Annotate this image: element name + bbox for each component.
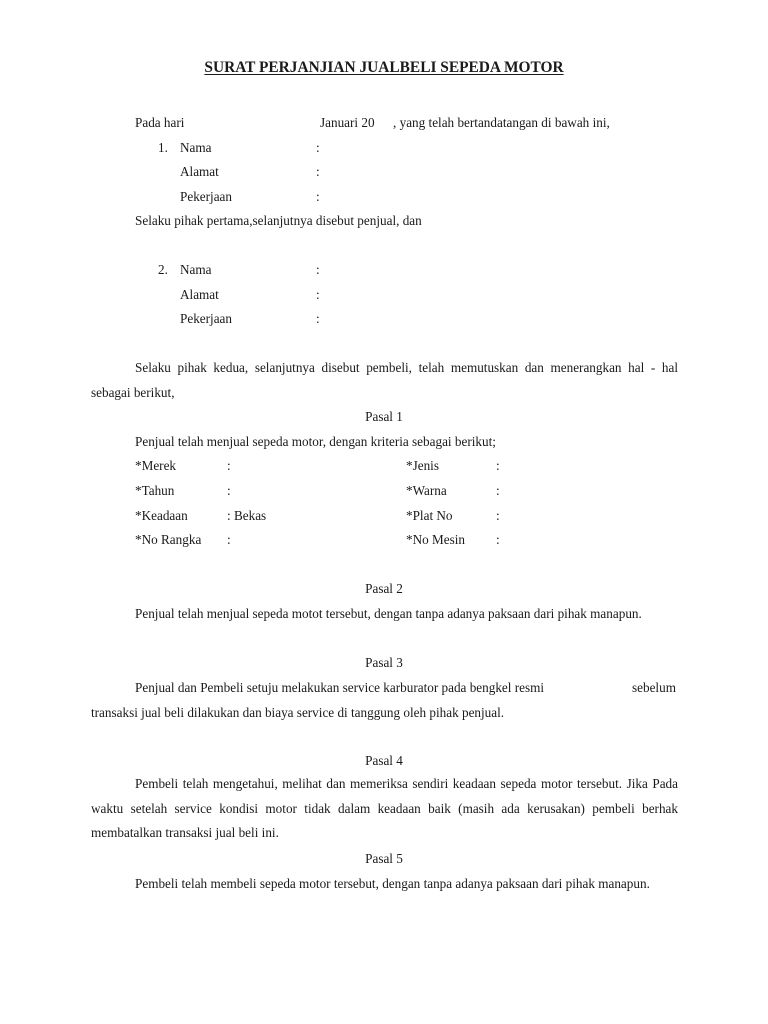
party2-pekerjaan-colon: :	[316, 311, 320, 326]
party2-pekerjaan-label: Pekerjaan	[180, 311, 232, 326]
party2-alamat-colon: :	[316, 287, 320, 302]
criteria-warna-label: *Warna	[406, 483, 447, 498]
pasal1-intro: Penjual telah menjual sepeda motor, dengan kriteria sebagai berikut;	[135, 434, 496, 449]
document-title: SURAT PERJANJIAN JUALBELI SEPEDA MOTOR	[204, 59, 564, 76]
party1-nama-label: Nama	[180, 140, 212, 155]
party1-alamat-label: Alamat	[180, 164, 219, 179]
criteria-rangka-value: :	[227, 532, 231, 547]
party2-alamat-label: Alamat	[180, 287, 219, 302]
party1-nama-colon: :	[316, 140, 320, 155]
party1-role: Selaku pihak pertama,selanjutnya disebut penjual, dan	[135, 213, 422, 228]
party2-number: 2.	[158, 262, 168, 277]
criteria-tahun-label: *Tahun	[135, 483, 175, 498]
criteria-merek-value: :	[227, 458, 231, 473]
party2-nama-label: Nama	[180, 262, 212, 277]
pasal4-paragraph: Pembeli telah mengetahui, melihat dan memeriksa sendiri keadaan sepeda motor tersebut. Jika Pada waktu setelah service kondisi motor tidak dalam keadaan baik (masih ada kerusakan) pembeli berhak membatalkan transaksi jual beli ini.	[91, 776, 678, 840]
decision-paragraph: Selaku pihak kedua, selanjutnya disebut pembeli, telah memutuskan dan menerangkan hal - hal sebagai berikut,	[91, 360, 678, 400]
pasal5-text: Pembeli telah membeli sepeda motor tersebut, dengan tanpa adanya paksaan dari pihak manapun.	[135, 876, 650, 891]
criteria-plat-value: :	[496, 508, 500, 523]
pasal3-heading: Pasal 3	[365, 655, 403, 670]
pasal5-heading: Pasal 5	[365, 851, 403, 866]
pasal2-text: Penjual telah menjual sepeda motot tersebut, dengan tanpa adanya paksaan dari pihak manapun.	[135, 606, 642, 621]
criteria-rangka-label: *No Rangka	[135, 532, 202, 547]
opening-januari: Januari 20	[320, 115, 375, 130]
party1-number: 1.	[158, 140, 168, 155]
opening-pada-hari: Pada hari	[135, 115, 185, 130]
criteria-mesin-label: *No Mesin	[406, 532, 465, 547]
pasal1-heading: Pasal 1	[365, 409, 403, 424]
pasal4-heading: Pasal 4	[365, 753, 403, 768]
criteria-keadaan-value: : Bekas	[227, 508, 267, 523]
criteria-merek-label: *Merek	[135, 458, 177, 473]
opening-rest: , yang telah bertandatangan di bawah ini,	[393, 115, 610, 130]
party2-nama-colon: :	[316, 262, 320, 277]
party1-pekerjaan-colon: :	[316, 189, 320, 204]
pasal3-line2: transaksi jual beli dilakukan dan biaya service di tanggung oleh pihak penjual.	[91, 705, 505, 720]
criteria-jenis-value: :	[496, 458, 500, 473]
criteria-mesin-value: :	[496, 532, 500, 547]
pasal2-heading: Pasal 2	[365, 581, 403, 596]
criteria-jenis-label: *Jenis	[406, 458, 439, 473]
criteria-warna-value: :	[496, 483, 500, 498]
pasal3-line1b: sebelum	[632, 680, 676, 695]
party1-alamat-colon: :	[316, 164, 320, 179]
criteria-keadaan-label: *Keadaan	[135, 508, 188, 523]
party1-pekerjaan-label: Pekerjaan	[180, 189, 232, 204]
pasal3-line1a: Penjual dan Pembeli setuju melakukan service karburator pada bengkel resmi	[135, 680, 545, 695]
criteria-tahun-value: :	[227, 483, 231, 498]
criteria-plat-label: *Plat No	[406, 508, 453, 523]
